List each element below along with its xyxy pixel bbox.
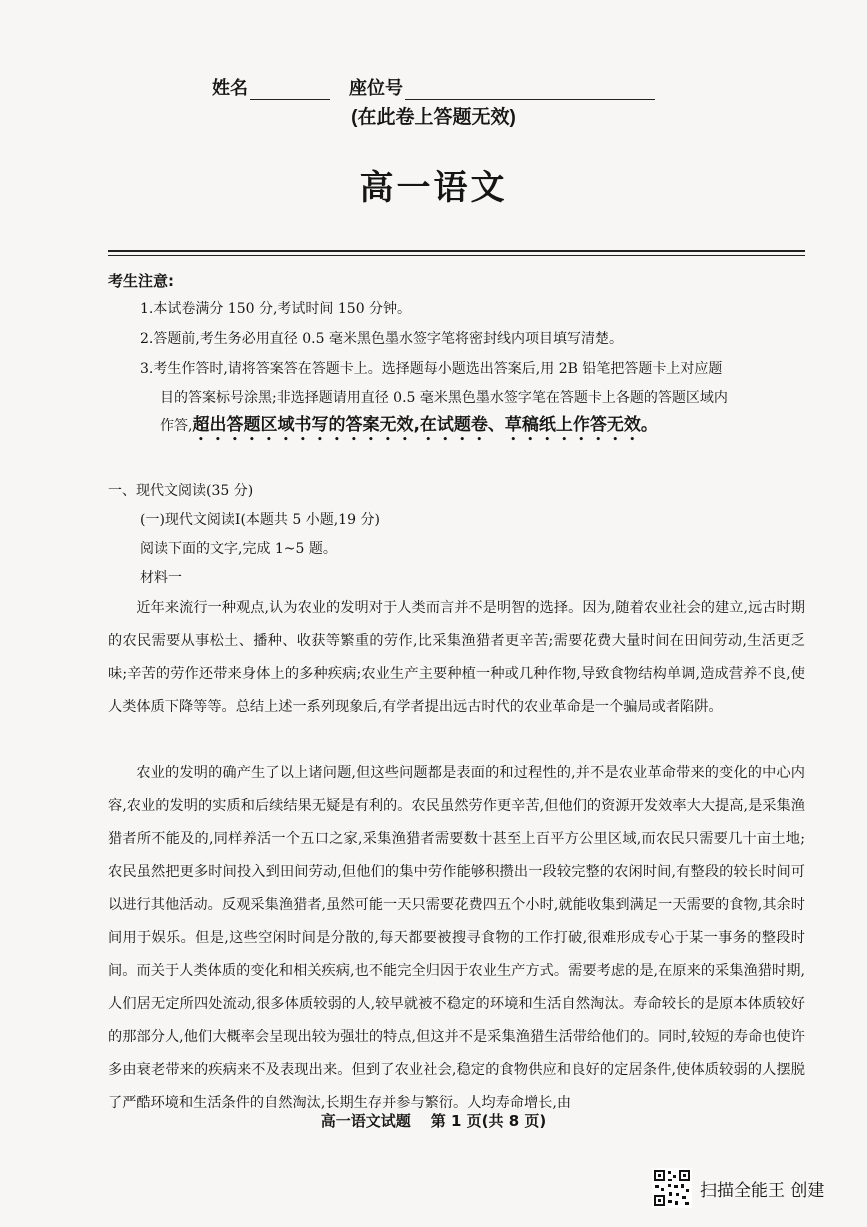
seat-label: 座位号 bbox=[349, 78, 403, 98]
seat-blank bbox=[405, 83, 655, 100]
page-footer bbox=[0, 1110, 867, 1131]
divider-thick bbox=[108, 250, 805, 252]
notice-item-2: 2.答题前,考生务必用直径 0.5 毫米黑色墨水签字笔将密封线内项目填写清楚。 bbox=[140, 331, 623, 347]
name-blank bbox=[250, 83, 330, 100]
scanner-watermark: 扫描全能王 创建 bbox=[700, 1181, 825, 1201]
passage-paragraph-2: 农业的发明的确产生了以上诸问题,但这些问题都是表面的和过程性的,并不是农业革命带来的变化的中心内容,农业的发明的实质和后续结果无疑是有利的。农民虽然劳作更辛苦,但他们的资源开发效率大大提高,是采集渔猎者所不能及的,同样养活一个五口之家,采集渔猎者需要数十甚至上百平方公里区域,而农民只需要几十亩土地;农民虽然把更多时间投入到田间劳动,但他们的集中劳作能够积攒出一段较完整的农闲时间,有整段的较长时间可以进行其他活动。反观采集渔猎者,虽然可能一天只需要花费四五个小时,就能收集到满足一天需要的食物,其余时间用于娱乐。但是,这些空闲时间是分散的,每天都要被搜寻食物的工作打破,很难形成专心于某一事务的整段时间。而关于人类体质的变化和相关疾病,也不能完全归因于农业生产方式。需要考虑的是,在原来的采集渔猎时期,人们居无定所四处流动,很多体质较弱的人,较早就被不稳定的环境和生活自然淘汰。寿命较长的是原本体质较好的那部分人,他们大概率会呈现出较为强壮的特点,但这并不是采集渔猎生活带给他们的。同时,较短的寿命也使许多由衰老带来的疾病来不及表现出来。但到了农业社会,稳定的食物供应和良好的定居条件,使体质较弱的人摆脱了严酷环境和生活条件的自然淘汰,长期生存并参与繁衍。人均寿命增长,由 bbox=[108, 765, 805, 1111]
sub-section-title: (一)现代文阅读Ⅰ(本题共 5 小题,19 分) bbox=[140, 512, 380, 528]
instruction: 阅读下面的文字,完成 1~5 题。 bbox=[140, 541, 337, 557]
footer-page: 第 1 页(共 8 页) bbox=[430, 1112, 547, 1130]
exam-title: 高一语文 bbox=[359, 168, 508, 208]
notice-item-3-line-3 bbox=[160, 415, 805, 445]
passage-paragraph-1: 近年来流行一种观点,认为农业的发明对于人类而言并不是明智的选择。因为,随着农业社会的建立,远古时期的农民需要从事松土、播种、收获等繁重的劳作,比采集渔猎者更辛苦;需要花费大量时间在田间劳动,生活更乏味;辛苦的劳作还带来身体上的多种疾病;农业生产主要种植一种或几种作物,导致食物结构单调,造成营养不良,使人类体质下降等等。总结上述一系列现象后,有学者提出远古时代的农业革命是一个骗局或者陷阱。 bbox=[108, 600, 805, 715]
candidate-info-line bbox=[0, 74, 867, 100]
invalid-note: (在此卷上答题无效) bbox=[351, 107, 516, 128]
notice-item-3-prefix: 作答, bbox=[160, 418, 193, 434]
notice-emphasis: 超出答题区域书写的答案无效,在试题卷、草稿纸上作答无效。 bbox=[192, 415, 658, 435]
part-title: 一、现代文阅读(35 分) bbox=[108, 483, 254, 499]
notice-item-3-line-1: 3.考生作答时,请将答案答在答题卡上。选择题每小题选出答案后,用 2B 铅笔把答题卡上对应题 bbox=[140, 361, 723, 377]
notice-heading: 考生注意: bbox=[108, 272, 174, 290]
notice-item-1: 1.本试卷满分 150 分,考试时间 150 分钟。 bbox=[140, 301, 412, 317]
qr-code-icon bbox=[652, 1168, 692, 1208]
footer-subject: 高一语文试题 bbox=[320, 1112, 411, 1130]
notice-item-3-line-2: 目的答案标号涂黑;非选择题请用直径 0.5 毫米黑色墨水签字笔在答题卡上各题的答题区域内 bbox=[160, 390, 728, 406]
divider-thin bbox=[108, 255, 805, 256]
name-label: 姓名 bbox=[211, 78, 248, 98]
material-label: 材料一 bbox=[140, 570, 182, 586]
